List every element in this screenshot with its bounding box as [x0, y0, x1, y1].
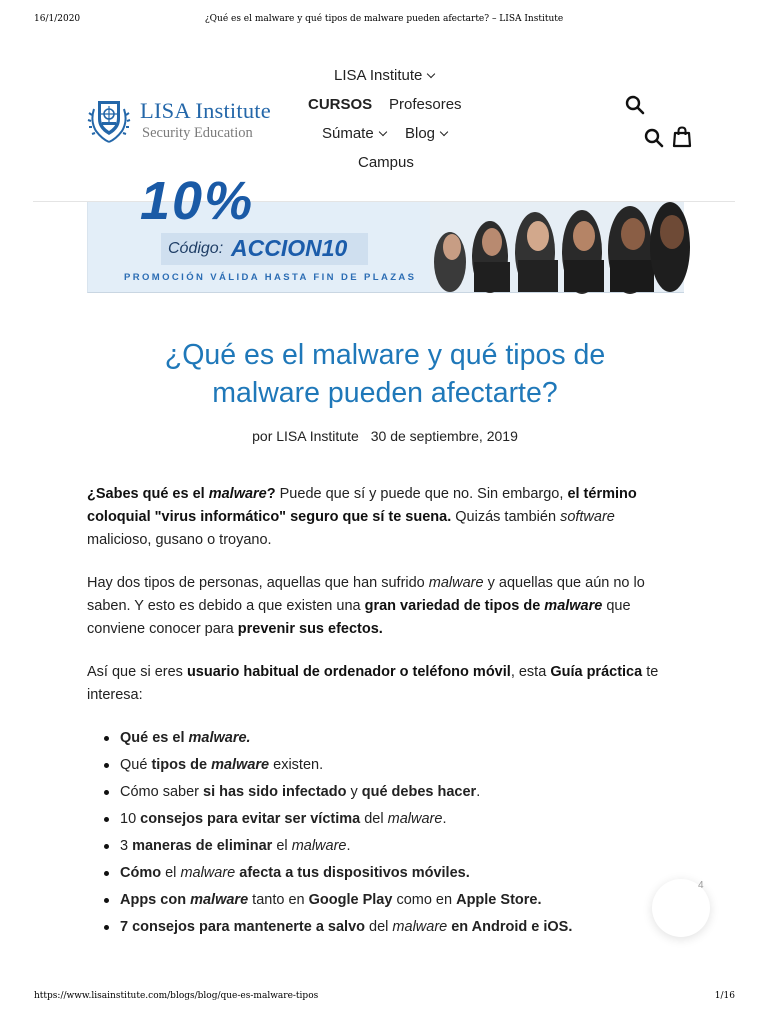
- b5-d: afecta a tus dispositivos móviles.: [235, 865, 470, 881]
- b2-d: qué debes hacer: [361, 784, 477, 800]
- nav-lisa-institute[interactable]: [334, 67, 434, 84]
- shopping-bag-icon[interactable]: [672, 126, 692, 148]
- b2-e: .: [476, 784, 481, 800]
- site-logo[interactable]: [86, 95, 271, 145]
- b3-c: del: [360, 811, 388, 827]
- b7-b: del: [365, 919, 393, 935]
- p3-a: Así que si eres: [87, 664, 187, 680]
- p2-a: Hay dos tipos de personas, aquellas que han sufrido: [87, 575, 429, 591]
- banner-note: PROMOCIÓN VÁLIDA HASTA FIN DE PLAZAS: [124, 272, 417, 283]
- b5-a: Cómo: [120, 865, 162, 881]
- b7-d: en Android e iOS.: [447, 919, 573, 935]
- b1-a: Qué: [120, 757, 152, 773]
- list-item: [104, 754, 684, 781]
- search-icon[interactable]: [625, 95, 645, 115]
- b3-e: .: [442, 811, 447, 827]
- nav-sumate[interactable]: [322, 125, 386, 142]
- b6-b: malware: [190, 892, 249, 908]
- banner-photo: [430, 202, 684, 292]
- b7-c: malware: [392, 919, 448, 935]
- chevron-down-icon: [440, 128, 448, 136]
- list-item: [104, 862, 684, 889]
- nav-blog[interactable]: [405, 125, 447, 142]
- b6-a: Apps con: [120, 892, 191, 908]
- paragraph-guide: [87, 661, 683, 707]
- shield-logo-icon: [86, 95, 132, 145]
- article-author: por LISA Institute: [252, 428, 359, 444]
- p2-d: gran variedad de tipos de: [364, 598, 545, 614]
- promo-banner[interactable]: [87, 171, 684, 293]
- title-line-2: malware pueden afectarte?: [212, 377, 558, 409]
- b4-a: 3: [120, 838, 133, 854]
- list-item: [104, 727, 684, 754]
- b1-c: malware: [211, 757, 270, 773]
- nav-campus[interactable]: Campus: [358, 154, 414, 171]
- list-item: [104, 835, 684, 862]
- p2-e: malware: [544, 598, 603, 614]
- b2-b: si has sido infectado: [203, 784, 347, 800]
- list-item: [104, 916, 684, 943]
- b6-f: Apple Store.: [456, 892, 542, 908]
- article-byline: [87, 428, 683, 444]
- nav-label: LISA Institute: [334, 67, 423, 84]
- print-doc-title: ¿Qué es el malware y qué tipos de malware pueden afectarte? – LISA Institute: [204, 14, 564, 24]
- b7-a: 7 consejos para mantenerte a salvo: [120, 919, 365, 935]
- article-title: [87, 336, 683, 412]
- b0-b: malware.: [188, 730, 251, 746]
- nav-label: Súmate: [322, 125, 374, 142]
- p1-f: Quizás también: [451, 509, 561, 525]
- b4-b: maneras de eliminar: [132, 838, 273, 854]
- chevron-down-icon: [378, 128, 386, 136]
- p1-h: malicioso, gusano o troyano.: [87, 532, 272, 548]
- b5-c: malware: [180, 865, 236, 881]
- paragraph-intro: [87, 483, 683, 552]
- p2-b: malware: [428, 575, 484, 591]
- b3-a: 10: [120, 811, 141, 827]
- p1-c: ?: [266, 486, 276, 502]
- b2-c: y: [346, 784, 362, 800]
- b6-c: tanto en: [248, 892, 309, 908]
- p3-b: usuario habitual de ordenador o teléfono móvil: [186, 664, 511, 680]
- banner-code-label: Código:: [168, 240, 224, 257]
- b4-e: .: [346, 838, 351, 854]
- chevron-down-icon: [427, 70, 435, 78]
- b2-a: Cómo saber: [120, 784, 204, 800]
- banner-discount: 10%: [140, 171, 255, 231]
- p1-d: Puede que sí y puede que no. Sin embargo,: [275, 486, 568, 502]
- p3-c: , esta: [510, 664, 551, 680]
- logo-name: LISA Institute: [140, 97, 271, 123]
- search-icon[interactable]: [644, 128, 664, 148]
- p1-g: software: [560, 509, 615, 525]
- print-url: https://www.lisainstitute.com/blogs/blog/que-es-malware-tipos: [34, 991, 319, 1001]
- p2-f: que conviene conocer para: [87, 598, 631, 637]
- p1-e: el término coloquial "virus informático" seguro que sí te suena.: [87, 486, 637, 525]
- chat-badge-count: 4: [698, 880, 704, 891]
- b5-b: el: [161, 865, 181, 881]
- guide-list: [104, 727, 684, 943]
- b4-c: el: [272, 838, 292, 854]
- p2-g: prevenir sus efectos.: [237, 621, 383, 637]
- b6-d: Google Play: [308, 892, 393, 908]
- b4-d: malware: [291, 838, 347, 854]
- print-date: 16/1/2020: [34, 14, 81, 24]
- list-item: [104, 889, 684, 916]
- p3-e: te interesa:: [87, 664, 659, 703]
- nav-cursos[interactable]: CURSOS: [308, 96, 373, 113]
- print-page-number: 1/16: [714, 991, 735, 1001]
- b3-d: malware: [387, 811, 443, 827]
- p2-c: y aquellas que aún no lo saben. Y esto es debido a que existen una: [87, 575, 645, 614]
- p1-a: ¿Sabes qué es el: [87, 486, 209, 502]
- b1-b: tipos de: [151, 757, 212, 773]
- logo-subtitle: Security Education: [142, 125, 253, 141]
- p3-d: Guía práctica: [550, 664, 643, 680]
- b1-d: existen.: [269, 757, 324, 773]
- b6-e: como en: [392, 892, 457, 908]
- article-date: 30 de septiembre, 2019: [370, 428, 518, 444]
- title-line-1: ¿Qué es el malware y qué tipos de: [164, 339, 606, 371]
- p1-b: malware: [208, 486, 267, 502]
- b3-b: consejos para evitar ser víctima: [140, 811, 361, 827]
- paragraph-types: [87, 572, 683, 641]
- banner-code-value: ACCION10: [231, 235, 348, 261]
- nav-label: Blog: [405, 125, 436, 142]
- nav-profesores[interactable]: Profesores: [389, 96, 462, 113]
- list-item: [104, 808, 684, 835]
- b0-a: Qué es el: [120, 730, 189, 746]
- list-item: [104, 781, 684, 808]
